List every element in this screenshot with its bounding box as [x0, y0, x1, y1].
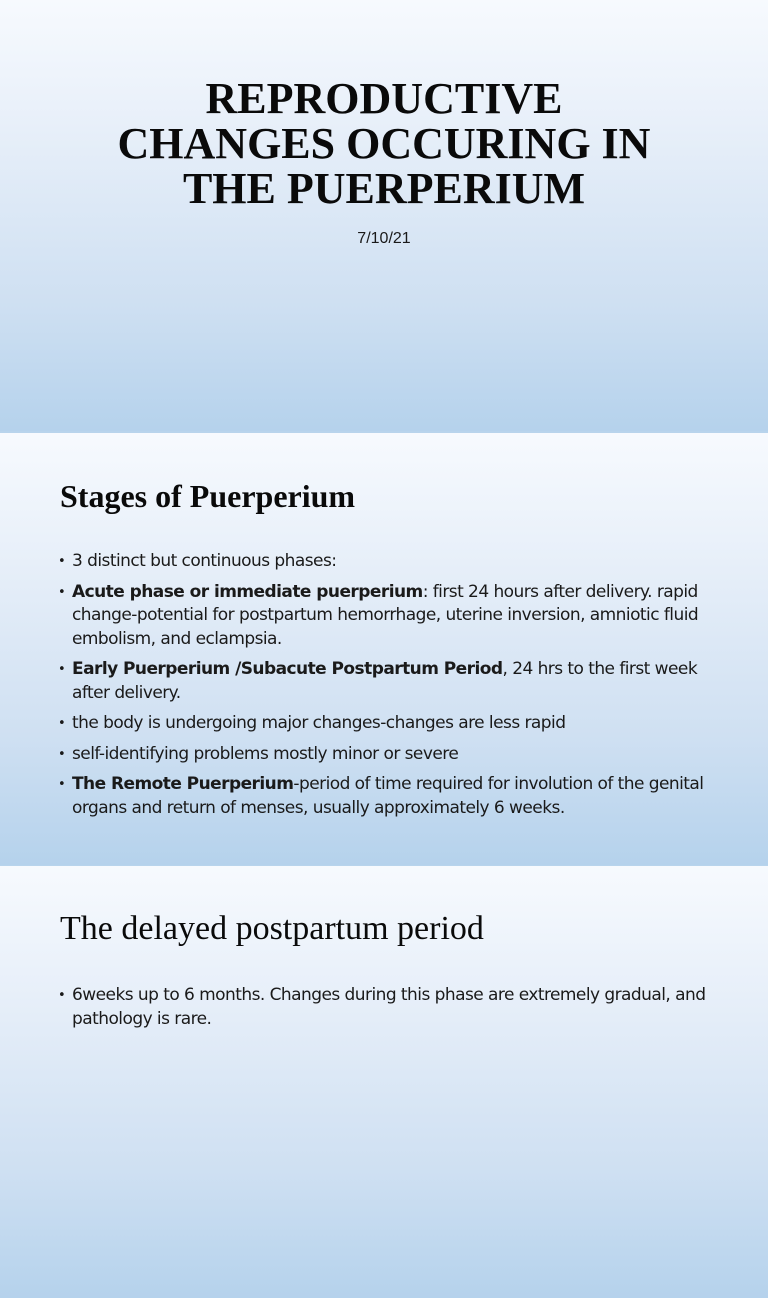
slide-heading: The delayed postpartum period [60, 910, 484, 947]
bullet-item: • The Remote Puerperium-period of time required for involution of the genital organs and return of menses, usually approximately 6 weeks. [58, 774, 704, 818]
title-line: THE PUERPERIUM [182, 164, 586, 213]
slide-stages-of-puerperium [0, 433, 768, 865]
slide-title [0, 0, 768, 431]
bullet-list [58, 550, 728, 827]
bullet-icon: • [58, 554, 66, 569]
bullet-icon: • [58, 716, 66, 731]
bullet-icon: • [58, 988, 66, 1003]
slide-date: 7/10/21 [357, 230, 411, 247]
bullet-icon: • [58, 584, 66, 600]
bullet-icon: • [58, 662, 66, 677]
bullet-icon: • [58, 746, 66, 762]
presentation-title [0, 76, 768, 211]
slide-heading: Stages of Puerperium [60, 478, 356, 514]
bullet-item: • Acute phase or immediate puerperium: first 24 hours after delivery. rapid change-potential for postpartum hemorrhage, uterine inversion, amniotic fluid embolism, and eclampsia. [58, 581, 699, 649]
bullet-icon: • [58, 777, 66, 792]
bullet-item: • Early Puerperium /Subacute Postpartum Period, 24 hrs to the first week after delivery. [58, 659, 698, 703]
title-line: CHANGES OCCURING IN [117, 119, 651, 168]
bullet-item: • self-identifying problems mostly minor or severe [58, 743, 728, 767]
bullet-item: • 3 distinct but continuous phases: [58, 550, 728, 574]
bullet-item: • the body is undergoing major changes-changes are less rapid [58, 712, 728, 736]
slide-delayed-postpartum [0, 866, 768, 1298]
bullet-list [58, 984, 728, 1038]
title-line: REPRODUCTIVE [205, 74, 563, 123]
bullet-item: • 6weeks up to 6 months. Changes during this phase are extremely gradual, and pathology is rare. [58, 985, 706, 1029]
